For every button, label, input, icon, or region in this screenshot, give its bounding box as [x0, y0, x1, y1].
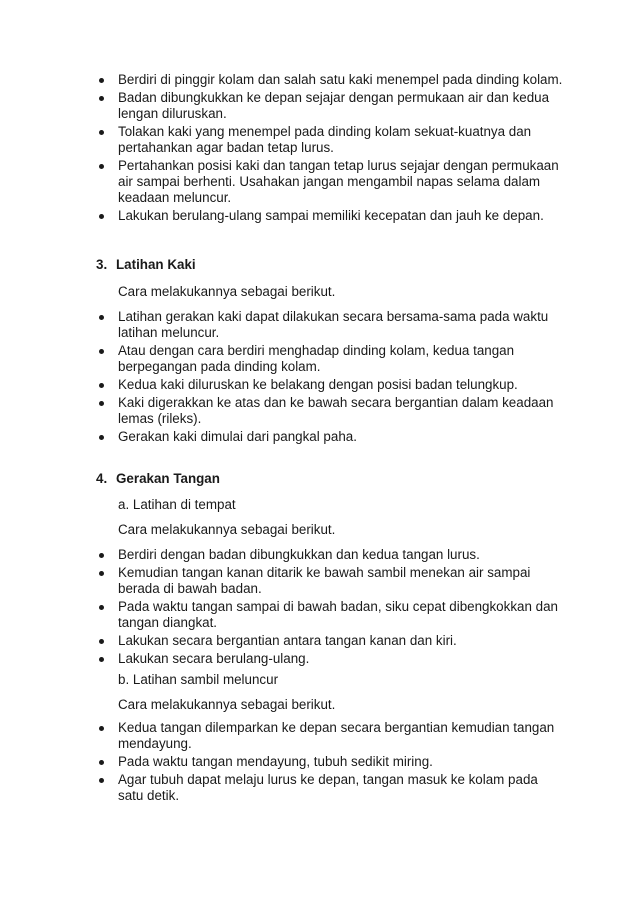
- subsection-a-list-container: [96, 547, 566, 669]
- bullet-icon: [99, 315, 104, 320]
- subsection-a-list: [96, 547, 566, 667]
- list-item: [96, 124, 566, 156]
- intro-list-container: [96, 72, 566, 226]
- bullet-icon: [99, 760, 104, 765]
- bullet-icon: [99, 639, 104, 644]
- intro-list: [96, 72, 566, 224]
- list-item: [96, 343, 566, 375]
- section-title: Latihan Kaki: [116, 257, 196, 272]
- bullet-icon: [99, 726, 104, 731]
- list-item-text: Lakukan secara bergantian antara tangan kanan dan kiri.: [118, 633, 457, 648]
- list-item: [96, 309, 566, 341]
- list-item-text: Pada waktu tangan sampai di bawah badan, siku cepat dibengkokkan dan tangan diangkat.: [118, 599, 558, 630]
- subsection-b-list-container: [96, 720, 566, 806]
- bullet-icon: [99, 78, 104, 83]
- bullet-icon: [99, 130, 104, 135]
- list-item-text: Gerakan kaki dimulai dari pangkal paha.: [118, 429, 357, 444]
- list-item: [96, 633, 566, 649]
- list-item-text: Kaki digerakkan ke atas dan ke bawah secara bergantian dalam keadaan lemas (rileks).: [118, 395, 554, 426]
- bullet-icon: [99, 571, 104, 576]
- section-title: Gerakan Tangan: [116, 471, 220, 486]
- list-item-text: Pada waktu tangan mendayung, tubuh sedikit miring.: [118, 754, 433, 769]
- list-item: [96, 547, 566, 563]
- subsection-a-intro: Cara melakukannya sebagai berikut.: [118, 522, 336, 537]
- bullet-icon: [99, 401, 104, 406]
- subsection-b-intro: Cara melakukannya sebagai berikut.: [118, 697, 336, 712]
- bullet-icon: [99, 383, 104, 388]
- section-3-list: [96, 309, 566, 445]
- list-item-text: Kemudian tangan kanan ditarik ke bawah sambil menekan air sampai berada di bawah badan.: [118, 565, 531, 596]
- list-item-text: Berdiri di pinggir kolam dan salah satu kaki menempel pada dinding kolam.: [118, 72, 563, 87]
- bullet-icon: [99, 605, 104, 610]
- list-item-text: Lakukan secara berulang-ulang.: [118, 651, 310, 666]
- subsection-b-list: [96, 720, 566, 804]
- list-item: [96, 72, 566, 88]
- list-item: [96, 565, 566, 597]
- subsection-a-label: a. Latihan di tempat: [118, 497, 236, 512]
- list-item: [96, 720, 566, 752]
- section-number: 4.: [96, 471, 108, 486]
- bullet-icon: [99, 164, 104, 169]
- bullet-icon: [99, 435, 104, 440]
- list-item-text: Atau dengan cara berdiri menghadap dinding kolam, kedua tangan berpegangan pada dinding kolam.: [118, 343, 515, 374]
- list-item: [96, 208, 566, 224]
- list-item: [96, 772, 566, 804]
- list-item: [96, 395, 566, 427]
- list-item-text: Kedua kaki diluruskan ke belakang dengan posisi badan telungkup.: [118, 377, 518, 392]
- section-3-list-container: [96, 309, 566, 447]
- bullet-icon: [99, 657, 104, 662]
- bullet-icon: [99, 553, 104, 558]
- list-item-text: Tolakan kaki yang menempel pada dinding kolam sekuat-kuatnya dan pertahankan agar badan tetap lurus.: [118, 124, 532, 155]
- list-item: [96, 429, 566, 445]
- list-item: [96, 90, 566, 122]
- list-item: [96, 651, 566, 667]
- list-item: [96, 377, 566, 393]
- section-number: 3.: [96, 257, 108, 272]
- bullet-icon: [99, 96, 104, 101]
- section-3-heading: [96, 257, 196, 273]
- section-4-heading: [96, 471, 220, 487]
- section-3-intro: Cara melakukannya sebagai berikut.: [118, 284, 336, 299]
- list-item-text: Lakukan berulang-ulang sampai memiliki kecepatan dan jauh ke depan.: [118, 208, 544, 223]
- list-item-text: Pertahankan posisi kaki dan tangan tetap lurus sejajar dengan permukaan air sampai berhenti. Usahakan jangan mengambil napas selama dalam keadaan meluncur.: [118, 158, 559, 205]
- list-item-text: Berdiri dengan badan dibungkukkan dan kedua tangan lurus.: [118, 547, 480, 562]
- bullet-icon: [99, 214, 104, 219]
- bullet-icon: [99, 349, 104, 354]
- list-item-text: Badan dibungkukkan ke depan sejajar dengan permukaan air dan kedua lengan diluruskan.: [118, 90, 550, 121]
- subsection-b-label: b. Latihan sambil meluncur: [118, 672, 279, 687]
- list-item: [96, 599, 566, 631]
- list-item: [96, 158, 566, 206]
- list-item-text: Kedua tangan dilemparkan ke depan secara bergantian kemudian tangan mendayung.: [118, 720, 555, 751]
- list-item-text: Latihan gerakan kaki dapat dilakukan secara bersama-sama pada waktu latihan meluncur.: [118, 309, 549, 340]
- bullet-icon: [99, 778, 104, 783]
- list-item: [96, 754, 566, 770]
- list-item-text: Agar tubuh dapat melaju lurus ke depan, tangan masuk ke kolam pada satu detik.: [118, 772, 538, 803]
